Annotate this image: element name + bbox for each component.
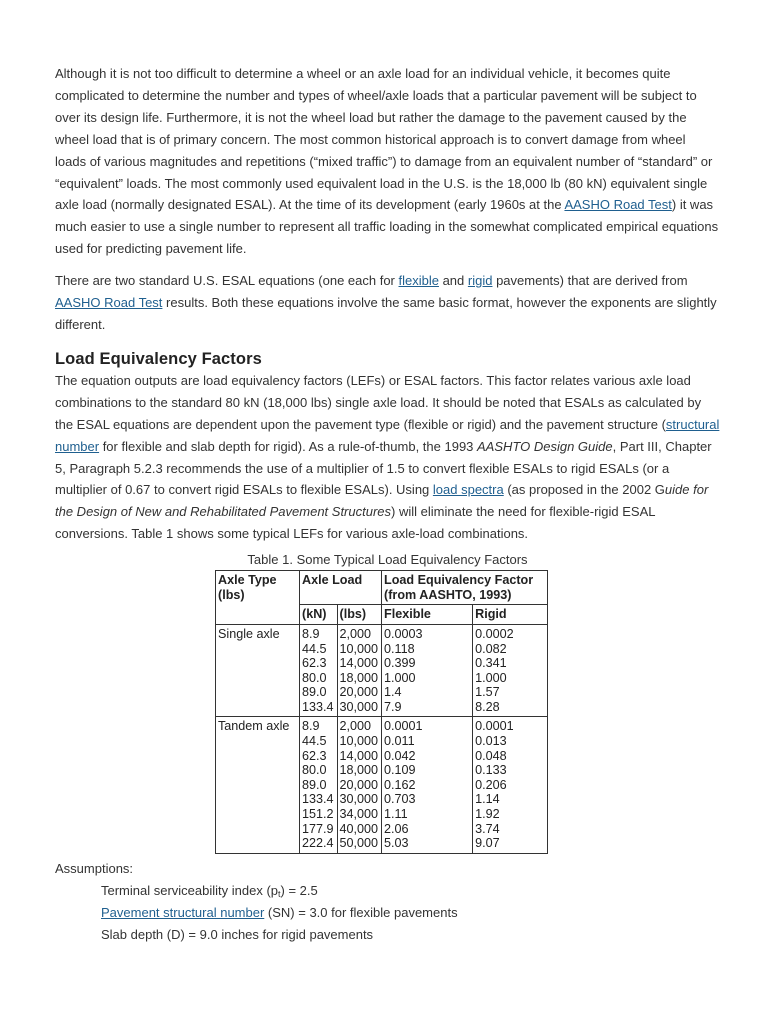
subheader-kn: (kN) [300, 605, 338, 625]
header-axle-load: Axle Load [300, 571, 382, 605]
structural-number-link[interactable]: structural number [55, 416, 720, 454]
lbs-value: 18,000 [339, 670, 379, 685]
flexible-value: 0.011 [384, 734, 415, 749]
kn-value: 62.3 [302, 656, 327, 671]
lbs-value: 14,000 [339, 656, 379, 671]
flexible-value: 1.4 [384, 685, 402, 700]
rigid-value: 0.206 [475, 777, 507, 792]
esal-equations-paragraph: There are two standard U.S. ESAL equations (one each for flexible and rigid pavements) that are derived from AASHO Road Test results. Both these equations involve the same basic format, however the exponents are slightly different. [55, 273, 717, 332]
rigid-value: 1.57 [475, 685, 500, 700]
flexible-value: 5.03 [384, 836, 409, 851]
rigid-value: 9.07 [475, 836, 500, 851]
lbs-value: 2,000 [339, 626, 372, 641]
intro-paragraph: Although it is not too difficult to determine a wheel or an axle load for an individual vehicle, it becomes quite complicated to determine the number and types of wheel/axle loads that a particular pavement will be subject to over its design life. Furthermore, it is not the wheel load but rather the damage to the pavement caused by the wheel load that is of primary concern. The most common historical approach is to convert damage from wheel loads of various magnitudes and repetitions (“mixed traffic”) to damage from an equivalent number of “standard” or “equivalent” loads. The most commonly used equivalent load in the U.S. is the 18,000 lb (80 kN) equivalent single axle load (normally designated ESAL). At the time of its development (early 1960s at the AASHO Road Test) it was much easier to use a single number to represent all traffic loading in the somewhat complicated empirical equations used for predicting pavement life. [55, 66, 719, 257]
lbs-value: 20,000 [339, 777, 379, 792]
rigid-value: 0.0002 [475, 626, 514, 641]
rigid-value: 0.013 [475, 734, 507, 749]
axle-type-cell: Single axle [216, 624, 300, 717]
rigid-value: 0.0001 [475, 719, 514, 734]
header-lef: Load Equivalency Factor (from AASHTO, 1993) [382, 571, 548, 605]
lbs-value: 30,000 [339, 699, 379, 714]
rigid-value: 0.048 [475, 748, 507, 763]
section-heading: Load Equivalency Factors [55, 349, 262, 368]
lbs-value: 30,000 [339, 792, 379, 807]
flexible-value: 0.042 [384, 748, 416, 763]
rigid-value: 0.133 [475, 763, 507, 778]
lef-table [215, 570, 548, 854]
table-row [216, 624, 548, 717]
rigid-value: 1.000 [475, 670, 507, 685]
rigid-value: 0.082 [475, 641, 507, 656]
flexible-value: 0.399 [384, 656, 416, 671]
lbs-value: 14,000 [339, 748, 379, 763]
table-header-row [216, 571, 548, 605]
kn-value: 177.9 [302, 821, 334, 836]
kn-value: 222.4 [302, 836, 334, 851]
lbs-value: 34,000 [339, 807, 379, 822]
flexible-value: 2.06 [384, 821, 409, 836]
assumptions-label: Assumptions: [55, 860, 134, 876]
subheader-rigid: Rigid [473, 605, 548, 625]
flexible-value: 0.0003 [384, 626, 423, 641]
aashto-guide-title: AASHTO Design Guide [477, 438, 613, 454]
lbs-value: 2,000 [339, 719, 372, 734]
table-row [216, 717, 548, 853]
kn-value: 80.0 [302, 670, 327, 685]
article-content [55, 63, 720, 946]
rigid-value: 8.28 [475, 699, 500, 714]
lbs-value: 50,000 [339, 836, 379, 851]
lbs-value: 20,000 [339, 685, 379, 700]
kn-values-cell [300, 624, 338, 717]
axle-type-cell: Tandem axle [216, 717, 300, 853]
assumption-terminal-serviceability: Terminal serviceability index $(p_t) = 2.5$ [101, 882, 318, 899]
kn-value: 62.3 [302, 748, 327, 763]
kn-value: 89.0 [302, 685, 327, 700]
kn-value: 151.2 [302, 807, 334, 822]
rigid-values-cell [473, 624, 548, 717]
lbs-values-cell [337, 624, 382, 717]
rigid-values-cell [473, 717, 548, 853]
flexible-values-cell [382, 717, 473, 853]
flexible-value: 1.000 [384, 670, 416, 685]
lbs-value: 10,000 [339, 734, 379, 749]
kn-value: 8.9 [302, 626, 320, 641]
assumptions [55, 858, 720, 946]
table-caption: Table 1. Some Typical Load Equivalency Factors [247, 552, 528, 568]
header-axle-type: Axle Type (lbs) [216, 571, 300, 625]
kn-value: 44.5 [302, 641, 327, 656]
flexible-value: 0.0001 [384, 719, 423, 734]
lbs-value: 40,000 [339, 821, 379, 836]
kn-values-cell [300, 717, 338, 853]
kn-value: 133.4 [302, 792, 334, 807]
kn-value: 89.0 [302, 777, 327, 792]
subheader-flexible: Flexible [382, 605, 473, 625]
kn-value: 80.0 [302, 763, 327, 778]
kn-value: 8.9 [302, 719, 320, 734]
flexible-value: 0.162 [384, 777, 416, 792]
pavement-structural-number-link[interactable]: Pavement structural number [101, 904, 265, 920]
lbs-value: 18,000 [339, 763, 379, 778]
lbs-values-cell [337, 717, 382, 853]
flexible-link[interactable]: flexible [398, 273, 439, 289]
flexible-value: 1.11 [384, 807, 408, 822]
flexible-values-cell [382, 624, 473, 717]
rigid-value: 3.74 [475, 821, 500, 836]
rigid-value: 1.14 [475, 792, 500, 807]
guide-2002-title: uide for the Design of New and Rehabilitated Pavement Structures [55, 482, 709, 520]
rigid-link[interactable]: rigid [467, 273, 493, 289]
flexible-value: 0.109 [384, 763, 416, 778]
aasho-road-test-link[interactable]: AASHO Road Test [564, 197, 672, 213]
flexible-value: 0.703 [384, 792, 416, 807]
load-spectra-link[interactable]: load spectra [432, 482, 504, 498]
subheader-lbs: (lbs) [337, 605, 382, 625]
lbs-value: 10,000 [339, 641, 379, 656]
kn-value: 133.4 [302, 699, 334, 714]
kn-value: 44.5 [302, 734, 327, 749]
lef-paragraph: The equation outputs are load equivalency factors (LEFs) or ESAL factors. This factor relates various axle load combinations to the standard 80 kN (18,000 lbs) single axle load. It should be noted that ESALs as calculated by the ESAL equations are dependent upon the pavement type (flexible or rigid) and the pavement structure (structural number for flexible and slab depth for rigid). As a rule-of-thumb, the 1993 AASHTO Design Guide, Part III, Chapter 5, Paragraph 5.2.3 recommends the use of a multiplier of 1.5 to convert flexible ESALs to rigid ESALs (or a multiplier of 0.67 to convert rigid ESALs to flexible ESALs). Using load spectra (as proposed in the 2002 Guide for the Design of New and Rehabilitated Pavement Structures) will eliminate the need for flexible-rigid ESAL conversions. Table 1 shows some typical LEFs for various axle-load combinations. [55, 372, 720, 542]
flexible-value: 7.9 [384, 699, 402, 714]
aasho-road-test-link-2[interactable]: AASHO Road Test [55, 295, 163, 311]
assumption-slab-depth: Slab depth (D) = 9.0 inches for rigid pavements [101, 926, 374, 942]
flexible-value: 0.118 [384, 641, 415, 656]
rigid-value: 0.341 [475, 656, 507, 671]
rigid-value: 1.92 [475, 807, 500, 822]
assumption-structural-number: Pavement structural number (SN) = 3.0 for flexible pavements [101, 904, 458, 920]
